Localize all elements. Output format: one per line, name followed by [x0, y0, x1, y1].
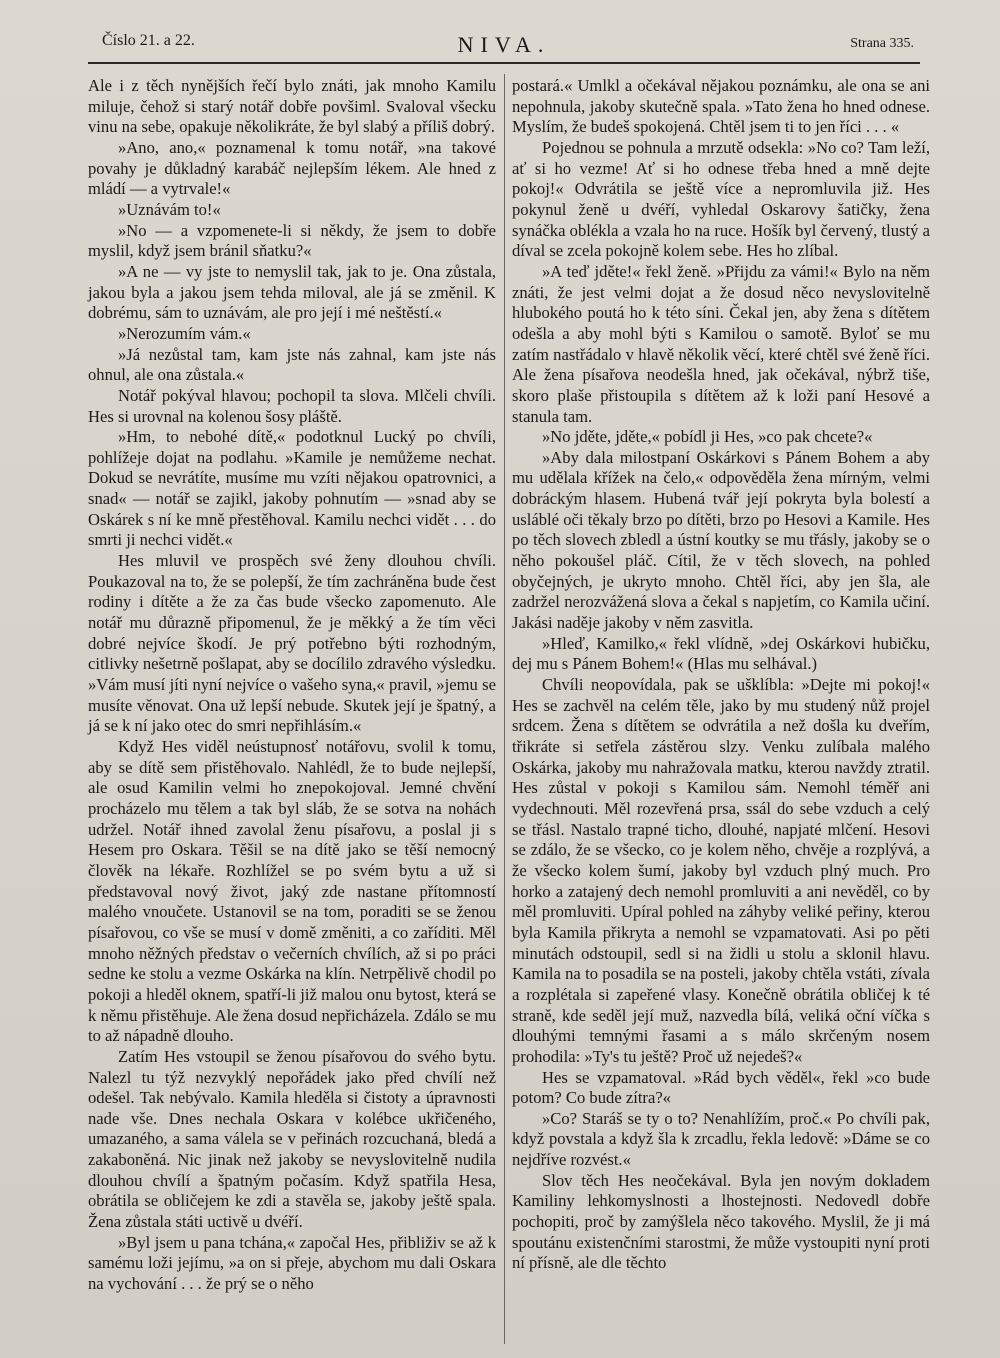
paragraph: Slov těch Hes neočekával. Byla jen novým dokladem Kamiliny lehkomyslnosti a lhostejnosti. Nedovedl dobře pochopiti, proč by zamýšlela něco takového. Myslil, že ji má spoutánu existenčními starostmi, že může vystoupiti nyní proti ní přísně, ale dle těchto [512, 1170, 930, 1273]
paragraph: Notář pokýval hlavou; pochopil ta slova. Mlčeli chvíli. Hes si urovnal na kolenou šosy pláště. [88, 385, 496, 426]
paragraph: »Aby dala milostpaní Oskárkovi s Pánem Bohem a aby mu udělala křížek na čelo,« odpověděla žena mírným, velmi dobráckým hlasem. Hubená tvář její pokryta byla bolestí a usláblé oči těkaly brzo po dítěti, brzo po Hesovi a Kamile. Hes po těch slovech zbledl a ústní koutky se mu třásly, jakoby se o něho pokoušel pláč. Cítil, že v těch slovech, na pohled obyčejných, je ukryto mnoho. Chtěl říci, aby jen šla, ale zadržel nerozvážená slova a čekal s napjetím, co Kamila učiní. Jakási naděje jakoby v něm zasvitla. [512, 447, 930, 633]
paragraph: Hes mluvil ve prospěch své ženy dlouhou chvíli. Poukazoval na to, že se polepší, že tím zachráněna bude čest rodiny i dítěte a že za čas bude všecko zapomenuto. Ale notář mu důrazně připomenul, že je měkký a že tím věci dobré nejvíce škodí. Je prý potřebno býti rozhodným, citlivky nešetrně pošlapat, aby se docílilo zdravého výsledku. »Vám musí jíti nyní nejvíce o vašeho syna,« pravil, »jemu se musíte věnovat. Ona už lepší nebude. Skutek její je špatný, a já se k ní jako otec do smri nepřihlásím.« [88, 551, 496, 736]
paragraph: »Já nezůstal tam, kam jste nás zahnal, kam jste nás ohnul, ale ona zůstala.« [88, 344, 496, 385]
paragraph: Hes se vzpamatoval. »Rád bych věděl«, řekl »co bude potom? Co bude zítra?« [512, 1067, 930, 1108]
paragraph: »Nerozumím vám.« [118, 323, 251, 343]
paragraph: Pojednou se pohnula a mrzutě odsekla: »No co? Tam leží, ať si ho vezme! Ať si ho odnese třeba hned a mně dejte pokoj!« Odvrátila se ještě více a nepromluvila již. Hes pokynul ženě u dvéří, vyhledal Oskarovy šatičky, žena synáčka oblékla a vzala ho na ruce. Hošík byl červený, tlustý a díval se zcela pokojně kolem sebe. Hes ho zlíbal. [512, 137, 930, 261]
paragraph: »A ne — vy jste to nemyslil tak, jak to je. Ona zůstala, jakou byla a jakou jsem tehda miloval, ale já se změnil. K dobrému, sám to uznávám, ale pro její i mé neštěstí.« [88, 261, 496, 323]
paragraph: »Ano, ano,« poznamenal k tomu notář, »na takové povahy je důkladný karabáč nejlepším lékem. Ale hned z mládí — a vytrvale!« [88, 137, 496, 199]
paragraph: Když Hes viděl neústupnosť notářovu, svolil k tomu, aby se dítě sem přistěhovalo. Nahlédl, že to bude nejlepší, ale osud Kamilin velmi ho znepokojoval. Jemné chvění procházelo mu tělem a tak byl sláb, že se sotva na nohách udržel. Notář ihned zavolal ženu písařovu, a poslal ji s Hesem pro Oskara. Těšil se na dítě jako se těší nemocný člověk na lékaře. Rozhlížel se po svém bytu a už si představoval nový život, jaký zde nastane přítomností malého vnoučete. Ustanovil se na tom, poraditi se se ženou písařovou, co vše se musí v domě změniti, a co zaříditi. Měl mnoho něžných představ o večerních chvílích, až si po práci sedne ke stolu a vezme Oskárka na klín. Netrpělivě chodil po pokoji a hleděl oknem, spatří-li již malou onu bytost, která se k němu přistěhuje. Ale žena dosud nepřicházela. Zdálo se mu to až nápadně dlouho. [88, 737, 496, 1046]
paragraph: »Hleď, Kamilko,« řekl vlídně, »dej Oskárkovi hubičku, dej mu s Pánem Bohem!« (Hlas mu selhával.) [512, 633, 930, 674]
paragraph: »Co? Staráš se ty o to? Nenahlížím, proč.« Po chvíli pak, když povstala a když šla k zrcadlu, řekla ledově: »Dáme se co nejdříve rozvést.« [512, 1108, 930, 1170]
paragraph: »A teď jděte!« řekl ženě. »Přijdu za vámi!« Bylo na něm znáti, že jest velmi dojat a že dosud něco nevyslovitelně hlubokého poutá ho k této síni. Čekal jen, aby žena s dítětem odešla a aby mohl býti s Kamilou o samotě. Byloť se mu zatím nastřádalo v hlavě několik věcí, které chtěl své ženě říci. Ale žena písařova neodešla hned, jak očekával, nýbrž tiše, skoro plaše přistoupila s dítětem až k loži paní Hesové a stanula tam. [512, 261, 930, 426]
running-header [88, 28, 920, 62]
journal-title: NIVA. [457, 32, 551, 57]
paragraph: »No jděte, jděte,« pobídl ji Hes, »co pak chcete?« [542, 427, 873, 447]
paragraph: postará.« Umlkl a očekával nějakou poznámku, ale ona se ani nepohnula, jakoby skutečně spala. »Tato žena ho hned odnese. Myslím, že budeš spokojená. Chtěl jsem ti to jen říci . . . « [512, 76, 930, 137]
paragraph: Ale i z těch nynějších řečí bylo znáti, jak mnoho Kamilu miluje, čehož si starý notář dobře povšiml. Svaloval všecku vinu na sebe, opakuje několikráte, že byl slabý a příliš dobrý. [88, 76, 496, 137]
left-column [88, 76, 496, 1295]
column-divider [504, 74, 505, 1344]
page-number: Strana 335. [850, 36, 914, 51]
issue-number: Číslo 21. a 22. [102, 32, 195, 49]
header-rule [88, 62, 920, 64]
paragraph: Chvíli neopovídala, pak se ušklíbla: »Dejte mi pokoj!« Hes se zachvěl na celém těle, jako by mu studený nůž projel srdcem. Žena s dítětem se odvrátila a než došla ku dveřím, třikráte si setřela zástěrou slzy. Venku zulíbala malého Oskárka, jakoby mu nahražovala matku, kterou navždy ztratil. Hes zůstal v pokoji s Kamilou sám. Nemohl téměř ani vydechnouti. Měl rozevřená prsa, ssál do sebe vzduch a celý se třásl. Nastalo trapné ticho, dlouhé, napjaté mlčení. Hesovi se zdálo, že se všecko, co je kolem něho, chvěje a rozplývá, a že všecko kolem šumí, jakoby byl vzduch plný much. Pro horko a zatajený dech nemohl promluviti a ani nevěděl, co by měl promluviti. Upíral pohled na záhyby veliké peřiny, kterou byla Kamila přikryta a nemohl se vzpamatovati. Asi po pěti minutách odstoupil, sedl si na židli u stolu a sklonil hlavu. Kamila na to posadila se na posteli, jakoby chtěla vstáti, zívala a rozplétala si zapeřené vlasy. Konečně obrátila obličej k té straně, kde seděl její muž, nazvedla bílá, veliká oční víčka s dlouhými temnými řasami a s málo skrčeným nosem prohodila: »Ty's tu ještě? Proč už nejedeš?« [512, 675, 930, 1066]
right-column [512, 76, 930, 1274]
paragraph: »Uznávám to!« [118, 199, 221, 219]
paragraph: »Hm, to nebohé dítě,« podotknul Lucký po chvíli, pohlížeje dojat na podlahu. »Kamile je nemůžeme nechat. Dokud se nevrátíte, musíme mu vzíti nějakou opatrovnici, a snad« — notář se zajikl, jakoby pohnutím — »snad aby se Oskárek s ní ke mně přestěhoval. Kamilu nechci vidět . . . do smrti ji nechci vidět.« [88, 427, 496, 550]
paragraph: »Byl jsem u pana tchána,« započal Hes, přibliživ se až k samému loži jejímu, »a on si přeje, abychom mu dali Oskara na vychování . . . že prý se o něho [88, 1232, 496, 1294]
paragraph: Zatím Hes vstoupil se ženou písařovou do svého bytu. Nalezl tu týž nezvyklý nepořádek jako před chvílí než odešel. Tak nebývalo. Kamila hleděla si čistoty a úpravnosti nade vše. Dnes nechala Oskara v kolébce ukřičeného, umazaného, a sama válela se v peřinách rozcuchaná, bledá a zakaboněná. Nic jinak než jakoby se nevyslovitelně nudila dlouhou chvílí a špatným počasím. Když spatřila Hesa, obrátila se obličejem ke zdi a stavěla se, jakoby ještě spala. Žena zůstala státi uctivě u dvéří. [88, 1046, 496, 1232]
paragraph: »No — a vzpomenete-li si někdy, že jsem to dobře myslil, když jsem bránil sňatku?« [88, 220, 496, 261]
